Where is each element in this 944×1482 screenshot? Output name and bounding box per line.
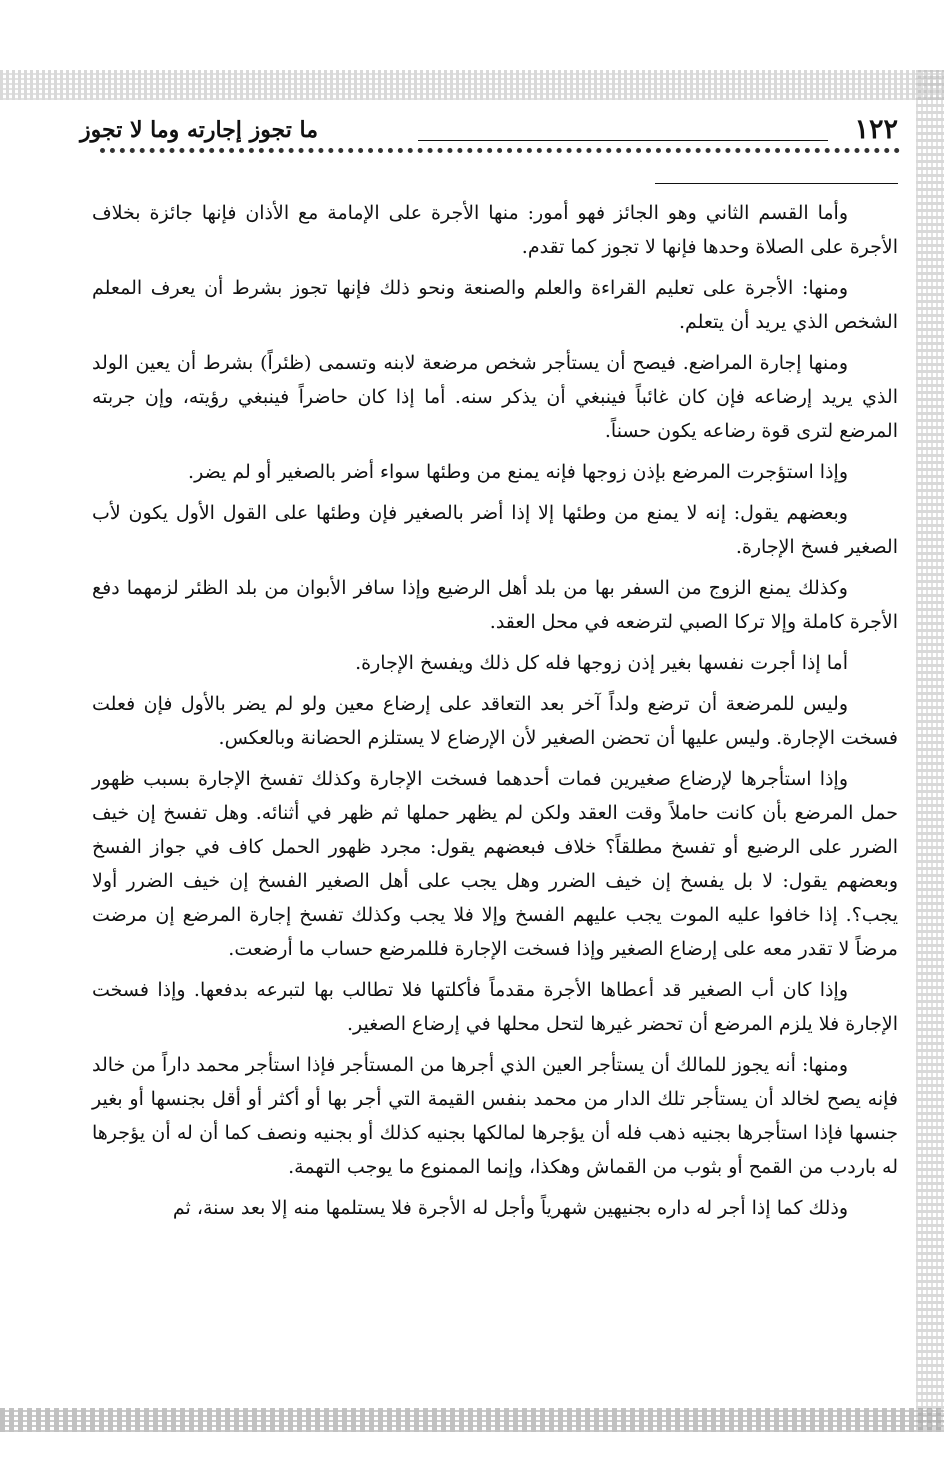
dotted-divider <box>100 148 900 153</box>
paragraph: ومنها إجارة المراضع. فيصح أن يستأجر شخص مرضعة لابنه وتسمى (ظئراً) بشرط أن يعين الولد الذي يريد إرضاعه فإن كان غائباً فينبغي أن يذكر سنه. أما إذا كان حاضراً فينبغي رؤيته، وإن جربته المرضع لترى قوة رضاعه يكون حسناً. <box>92 352 898 442</box>
paragraph: وكذلك يمنع الزوج من السفر بها من بلد أهل الرضيع وإذا سافر الأبوان من بلد الظئر لزمهما دفع الأجرة كاملة وإلا تركا الصبي لترضعه في محل العقد. <box>92 577 898 633</box>
paragraph: وليس للمرضعة أن ترضع ولداً آخر بعد التعاقد على إرضاع معين ولو لم يضر بالأول فإن فعلت فسخت الإجارة. وليس عليها أن تحضن الصغير لأن الإرضاع لا يستلزم الحضانة وبالعكس. <box>92 693 898 749</box>
body-text <box>92 196 898 1232</box>
running-title: ما تجوز إجارته وما لا تجوز <box>80 117 319 143</box>
paragraph: ومنها: الأجرة على تعليم القراءة والعلم والصنعة ونحو ذلك فإنها تجوز بشرط أن يعرف المعلم الشخص الذي يريد أن يتعلم. <box>92 277 898 333</box>
top-ornamental-border <box>0 70 944 100</box>
paragraph: وإذا كان أب الصغير قد أعطاها الأجرة مقدماً فأكلتها فلا تطالب بها لتبرعه بدفعها. وإذا فسخت الإجارة فلا يلزم المرضع أن تحضر غيرها لتحل محلها في إرضاع الصغير. <box>92 979 898 1035</box>
paragraph: وذلك كما إذا أجر له داره بجنيهين شهرياً وأجل له الأجرة فلا يستلمها منه إلا بعد سنة، ثم <box>172 1197 848 1219</box>
page-header <box>80 110 898 150</box>
paragraph: وإذا استؤجرت المرضع بإذن زوجها فإنه يمنع من وطئها سواء أضر بالصغير أو لم يضر. <box>188 461 848 483</box>
text-top-rule <box>655 183 898 184</box>
paragraph: وبعضهم يقول: إنه لا يمنع من وطئها إلا إذا أضر بالصغير فإن وطئها على القول الأول يكون لأب الصغير فسخ الإجارة. <box>92 502 898 558</box>
header-rule <box>418 140 828 141</box>
paragraph: ومنها: أنه يجوز للمالك أن يستأجر العين الذي أجرها من المستأجر فإذا استأجر محمد داراً من خالد فإنه يصح لخالد أن يستأجر تلك الدار من محمد بنفس القيمة التي أجر بها أو أكثر أو أقل بجنسها أو بغير جنسها فإذا استأجرها بجنيه ذهب فله أن يؤجرها لمالكها بجنيه كذلك أو بجنيه ونصف كما أن له أن يؤجرها له باردب من القمح أو بثوب من القماش وهكذا، وإنما الممنوع ما يوجب التهمة. <box>92 1054 898 1178</box>
paragraph: وأما القسم الثاني وهو الجائز فهو أمور: منها الأجرة على الإمامة مع الأذان فإنها جائزة بخلاف الأجرة على الصلاة وحدها فإنها لا تجوز كما تقدم. <box>92 202 898 258</box>
right-ornamental-border <box>916 70 944 1430</box>
paragraph: وإذا استأجرها لإرضاع صغيرين فمات أحدهما فسخت الإجارة وكذلك تفسخ الإجارة بسبب ظهور حمل المرضع بأن كانت حاملاً وقت العقد ولكن لم يظهر حملها ثم ظهر في أثنائه. وهل تفسخ إن خيف الضرر على الرضيع أو تفسخ مطلقاً؟ خلاف فبعضهم يقول: مجرد ظهور الحمل كاف في جواز الفسخ وبعضهم يقول: لا بل يفسخ إن خيف الضرر وهل يجب على أهل الصغير الفسخ إن خيف الضرر أولا يجب؟. إذا خافوا عليه الموت يجب عليهم الفسخ وإلا فلا يجب وكذلك تفسخ إجارة المرضع إن مرضت مرضاً لا تقدر معه على إرضاع الصغير وإذا فسخت الإجارة فللمرضع حساب ما أرضعت. <box>92 768 898 960</box>
paragraph: أما إذا أجرت نفسها بغير إذن زوجها فله كل ذلك ويفسخ الإجارة. <box>355 652 848 674</box>
page-number: ١٢٢ <box>854 114 898 145</box>
bottom-ornamental-border <box>0 1408 944 1432</box>
